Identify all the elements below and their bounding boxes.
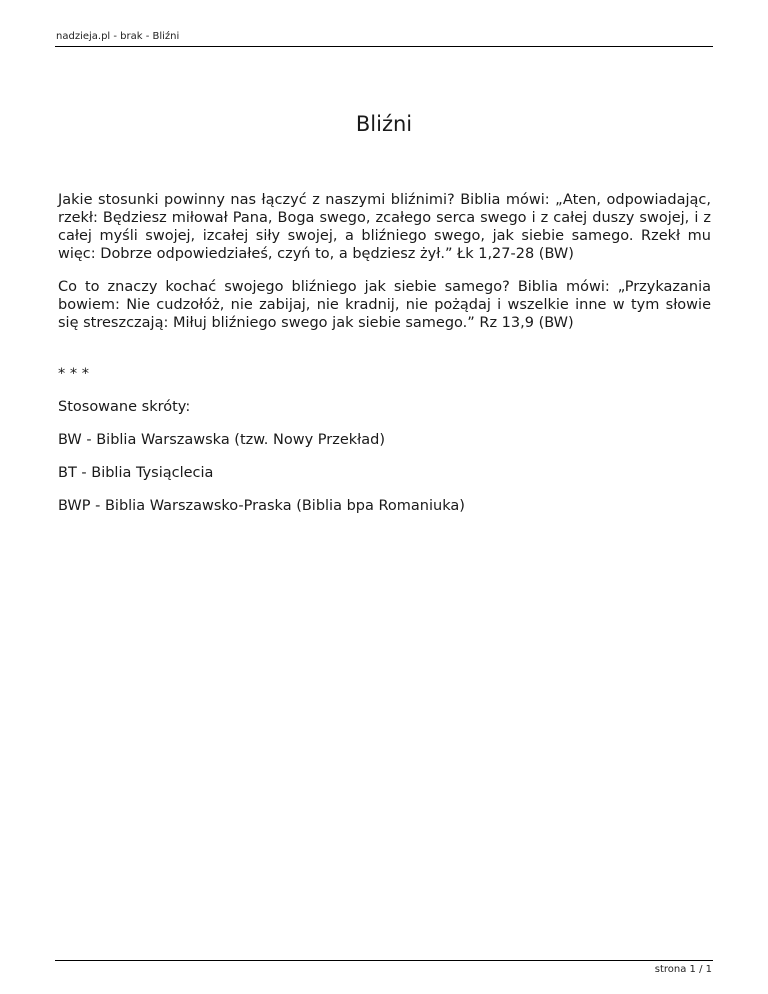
abbreviations-heading: Stosowane skróty: bbox=[58, 399, 191, 415]
abbreviation-bt: BT - Biblia Tysiąclecia bbox=[58, 465, 214, 481]
page-footer bbox=[55, 960, 713, 975]
page-number: strona 1 / 1 bbox=[654, 964, 712, 975]
document-body bbox=[58, 191, 711, 515]
page-header bbox=[55, 28, 713, 47]
paragraph-2: Co to znaczy kochać swojego bliźniego jak siebie samego? Biblia mówi: „Przykazania bowiem: Nie cudzołóż, nie zabijaj, nie kradnij, nie pożądaj i wszelkie inne w tym słowie się streszczają: Miłuj bliźniego swego jak siebie samego.” Rz 13,9 (BW) bbox=[58, 279, 711, 331]
section-separator: * * * bbox=[58, 366, 89, 382]
header-text: nadzieja.pl - brak - Bliźni bbox=[56, 31, 180, 42]
paragraph-1: Jakie stosunki powinny nas łączyć z naszymi bliźnimi? Biblia mówi: „Aten, odpowiadając, rzekł: Będziesz miłował Pana, Boga swego, zcałego serca swego i z całej duszy swojej, i z całej myśli swojej, izcałej siły swojej, a bliźniego swego, jak siebie samego. Rzekł mu więc: Dobrze odpowiedziałeś, czyń to, a będziesz żył.” Łk 1,27-28 (BW) bbox=[58, 192, 711, 262]
abbreviation-bwp: BWP - Biblia Warszawsko-Praska (Biblia bpa Romaniuka) bbox=[58, 498, 465, 514]
abbreviation-bw: BW - Biblia Warszawska (tzw. Nowy Przekład) bbox=[58, 432, 386, 448]
document-title: Bliźni bbox=[355, 112, 413, 136]
